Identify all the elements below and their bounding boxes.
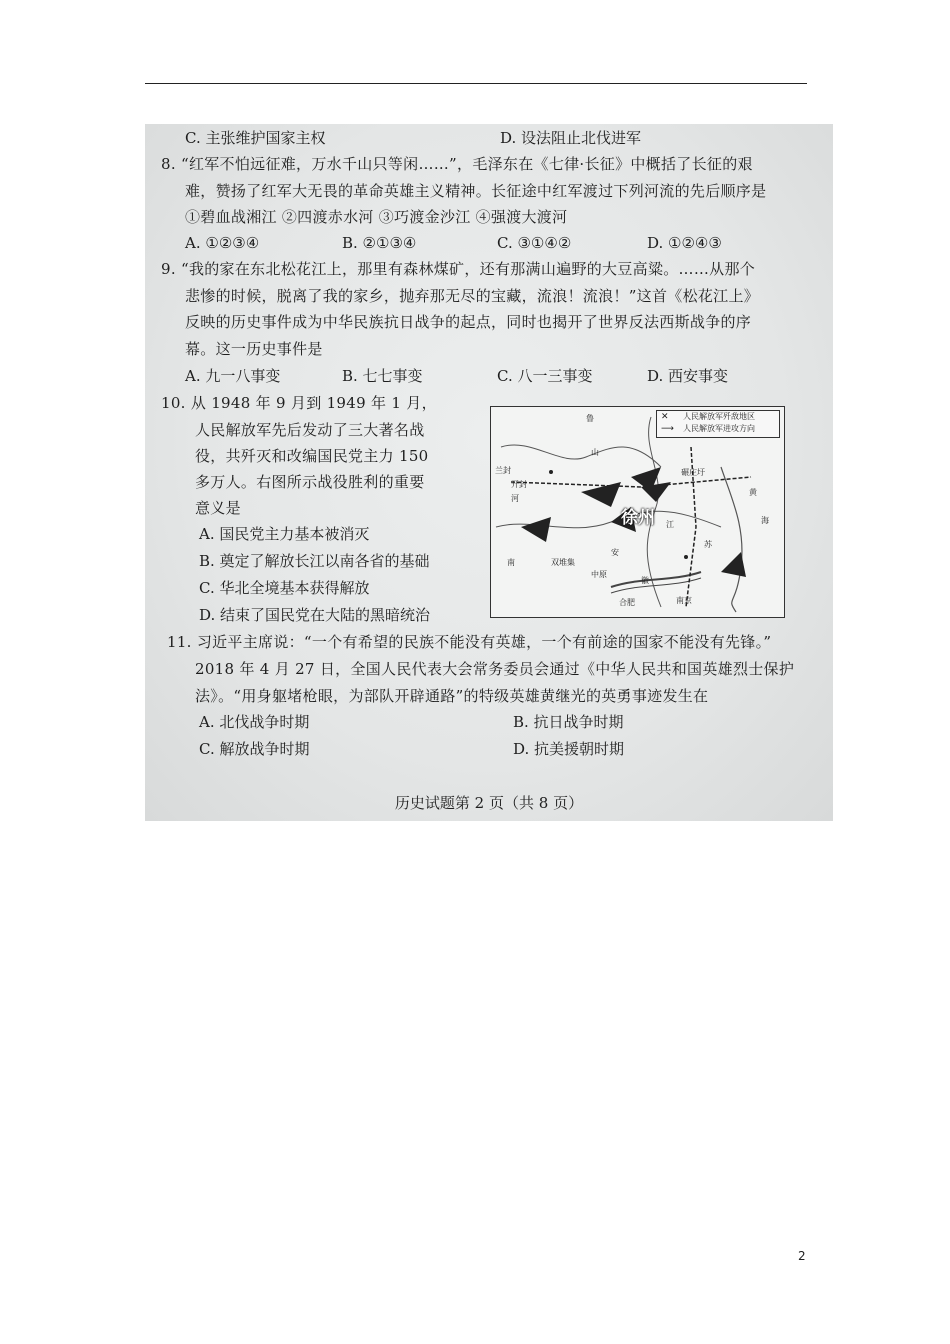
- q10-stem-line-3: 役，共歼灭和改编国民党主力 150: [195, 447, 429, 465]
- q9-stem-line-1: 9. “我的家在东北松花江上，那里有森林煤矿，还有那满山遍野的大豆高粱。……从那个: [161, 260, 756, 278]
- map-label: 中原: [591, 570, 607, 579]
- page-footer: 历史试题第 2 页（共 8 页）: [394, 794, 584, 812]
- q11-stem-line-2: 2018 年 4 月 27 日，全国人民代表大会常务委员会通过《中华人民共和国英雄烈士保护: [195, 660, 795, 678]
- legend-item-attack: [657, 423, 779, 435]
- q11-stem-line-3: 法》。“用身躯堵枪眼，为部队开辟通路”的特级英雄黄继光的英勇事迹发生在: [195, 687, 709, 705]
- q8-stem-line-3: ①碧血战湘江 ②四渡赤水河 ③巧渡金沙江 ④强渡大渡河: [185, 208, 568, 226]
- q9-stem-line-4: 幕。这一历史事件是: [185, 340, 323, 358]
- q7-option-c: C. 主张维护国家主权: [185, 129, 326, 147]
- q8-option-b: B. ②①③④: [342, 234, 417, 252]
- map-label: 鲁: [586, 414, 594, 423]
- q8-stem-line-1: 8. “红军不怕远征难，万水千山只等闲……”，毛泽东在《七律·长征》中概括了长征的艰: [161, 155, 753, 173]
- map-label: 安: [611, 548, 619, 557]
- map-label: 黄: [749, 488, 757, 497]
- map-label: 江: [666, 520, 674, 529]
- q8-stem-line-2: 难，赞扬了红军大无畏的革命英雄主义精神。长征途中红军渡过下列河流的先后顺序是: [185, 182, 767, 200]
- map-label: 碾庄圩: [681, 468, 705, 477]
- q9-option-c: C. 八一三事变: [497, 367, 593, 385]
- q9-option-d: D. 西安事变: [647, 367, 729, 385]
- q8-option-d: D. ①②④③: [647, 234, 722, 252]
- map-city-xuzhou: 徐州: [621, 508, 655, 528]
- legend-item-battle: [657, 411, 779, 423]
- legend-label-attack: 人民解放军进攻方向: [683, 424, 755, 433]
- q9-stem-line-3: 反映的历史事件成为中华民族抗日战争的起点，同时也揭开了世界反法西斯战争的序: [185, 313, 752, 331]
- q9-option-a: A. 九一八事变: [185, 367, 281, 385]
- q10-stem-line-1: 10. 从 1948 年 9 月到 1949 年 1 月，: [161, 394, 437, 412]
- q10-stem-line-4: 多万人。右图所示战役胜利的重要: [195, 473, 425, 491]
- q10-option-d: D. 结束了国民党在大陆的黑暗统治: [199, 606, 431, 624]
- map-label: 开封: [511, 480, 527, 489]
- map-label: 苏: [704, 540, 712, 549]
- q11-option-b: B. 抗日战争时期: [513, 713, 624, 731]
- map-label: 南: [507, 558, 515, 567]
- map-label: 合肥: [619, 598, 635, 607]
- crossed-swords-icon: ✕: [661, 412, 669, 422]
- page-number: 2: [798, 1249, 806, 1263]
- q8-option-a: A. ①②③④: [185, 234, 260, 252]
- map-label: 山: [591, 448, 599, 457]
- q7-option-d: D. 设法阻止北伐进军: [500, 129, 642, 147]
- map-label: 南京: [676, 596, 692, 605]
- q11-option-a: A. 北伐战争时期: [199, 713, 310, 731]
- q11-option-c: C. 解放战争时期: [199, 740, 310, 758]
- q8-option-c: C. ③①④②: [497, 234, 572, 252]
- map-label: 兰封: [495, 466, 511, 475]
- exam-photo: [145, 124, 833, 821]
- q11-stem-line-1: 11. 习近平主席说：“一个有希望的民族不能没有英雄，一个有前途的国家不能没有先锋。”: [167, 633, 772, 651]
- map-legend: [656, 410, 780, 438]
- huaihai-campaign-map: [490, 406, 785, 618]
- header-rule: [145, 83, 807, 84]
- map-label: 海: [761, 516, 769, 525]
- map-label: 河: [511, 494, 519, 503]
- legend-label-battle: 人民解放军歼敌地区: [683, 412, 755, 421]
- q11-option-d: D. 抗美援朝时期: [513, 740, 625, 758]
- q10-option-b: B. 奠定了解放长江以南各省的基础: [199, 552, 430, 570]
- q9-stem-line-2: 悲惨的时候，脱离了我的家乡，抛弃那无尽的宝藏，流浪！流浪！”这首《松花江上》: [185, 287, 760, 305]
- q10-option-c: C. 华北全境基本获得解放: [199, 579, 370, 597]
- map-label: 徽: [641, 576, 649, 585]
- q10-stem-line-2: 人民解放军先后发动了三大著名战: [195, 421, 425, 439]
- q10-stem-line-5: 意义是: [195, 499, 241, 517]
- q9-option-b: B. 七七事变: [342, 367, 423, 385]
- map-label: 双堆集: [551, 558, 575, 567]
- arrow-right-icon: ⟶: [661, 424, 674, 434]
- q10-option-a: A. 国民党主力基本被消灭: [199, 525, 370, 543]
